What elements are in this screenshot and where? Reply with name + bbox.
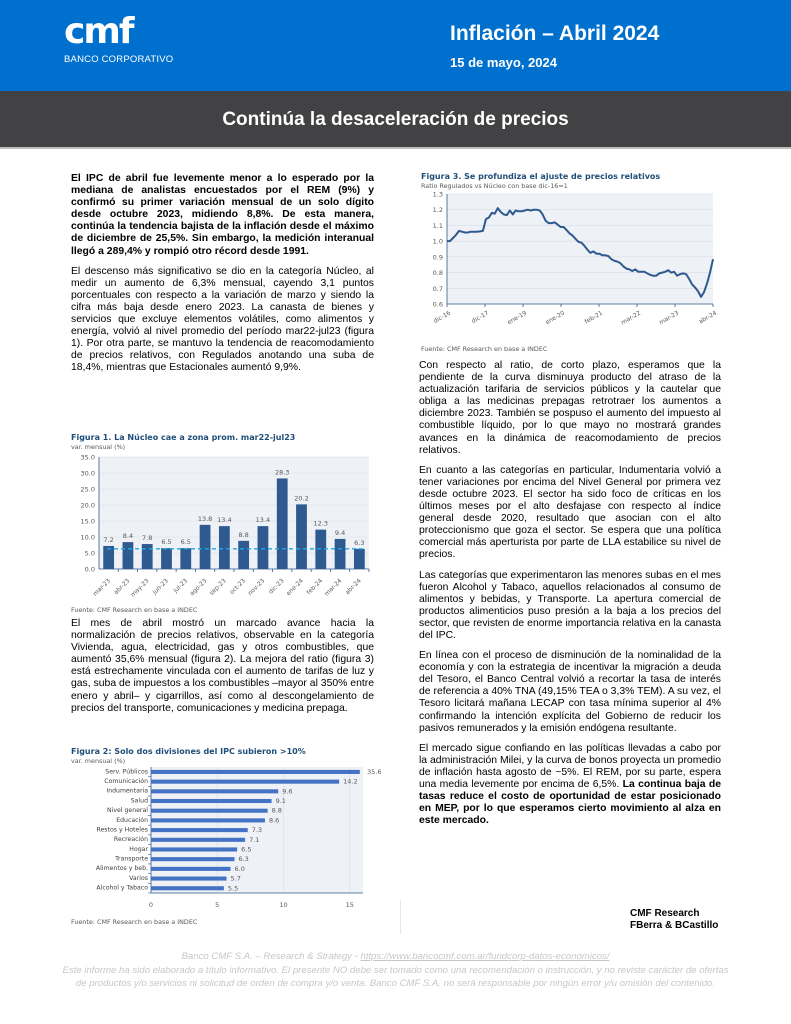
bar — [151, 770, 360, 774]
bar — [151, 780, 339, 784]
right-column — [419, 360, 721, 835]
svg-text:jun-23: jun-23 — [151, 577, 170, 596]
svg-text:6.5: 6.5 — [161, 538, 172, 547]
figure-1-title: Figura 1. La Núcleo cae a zona prom. mar22-jul23 — [71, 433, 296, 442]
svg-text:abr-24: abr-24 — [344, 577, 363, 597]
bar — [354, 549, 365, 569]
svg-text:Comunicación: Comunicación — [104, 777, 148, 785]
bar — [151, 877, 227, 881]
paragraph-normalizacion: El mes de abril mostró un marcado avance hacia la normalización de precios relativos, observable en la categoría Vivienda, agua, electricidad, gas y otros combustibles, que aumentó 35,6% mensual (figura 2). La mejora del ratio (figura 3) está estrechamente vinculada con el aumento de tarifas de luz y gas, suba de impuestos a los combustibles –mayor al 350% entre enero y abril– y cigarrillos, así como al descongelamiento de precios del transporte, comunicaciones y medicina prepaga. — [71, 618, 374, 714]
svg-text:5.7: 5.7 — [230, 874, 241, 883]
paragraph-menores-subas: Las categorías que experimentaron las menores subas en el mes fueron Alcohol y Tabaco, aquellos relacionados al consumo de alimentos y bebidas, y Transporte. La apertura comercial de productos alimenticios puso presión a la baja a los precios del sector, que revisten de enorme importancia relativa en la canasta del IPC. — [419, 569, 721, 641]
svg-text:Alcohol y Tabaco: Alcohol y Tabaco — [96, 884, 148, 892]
svg-text:0.0: 0.0 — [84, 565, 95, 574]
svg-text:13.8: 13.8 — [197, 514, 213, 523]
svg-text:Serv. Públicos: Serv. Públicos — [105, 768, 148, 776]
svg-text:ago-23: ago-23 — [188, 577, 209, 598]
svg-text:0: 0 — [148, 901, 154, 909]
bar — [180, 548, 191, 569]
paragraph-nucleo: El descenso más significativo se dio en la categoría Núcleo, al medir un aumento de 6,3% mensual, cayendo 3,1 puntos porcentuales con respecto a la variación de marzo y siendo la cifra más baja desde enero 2023. La canasta de bienes y servicios que excluye elementos volátiles, como alimentos y energía, volvió al nivel promedio del período mar22-jul23 (figura 1). Por otra parte, se mantuvo la tendencia de reacomodamiento de precios relativos, con Regulados anotando una suba de 18,4%, mientras que Estacionales aumentó 9,9%. — [71, 265, 374, 374]
svg-text:Varios: Varios — [129, 874, 148, 882]
svg-text:15.0: 15.0 — [80, 517, 95, 526]
svg-text:abr-24: abr-24 — [697, 309, 718, 326]
mercado-text: El mercado sigue confiando en las políticas llevadas a cabo por la administración Milei, y la curva de bonos proyecta un promedio de inflación hasta agosto de ~5%. El REM, por su parte, espera una media levemente por encima de 6,5%. — [419, 742, 721, 790]
svg-text:sep-23: sep-23 — [208, 577, 228, 597]
bar — [151, 828, 248, 832]
svg-text:Alimentos y beb.: Alimentos y beb. — [95, 865, 148, 873]
bar — [335, 539, 346, 569]
svg-text:7.2: 7.2 — [103, 535, 114, 544]
figure-2-subtitle: var. mensual (%) — [71, 757, 126, 765]
svg-text:ene-24: ene-24 — [285, 577, 305, 598]
svg-text:8.8: 8.8 — [271, 806, 282, 815]
svg-text:dic-17: dic-17 — [470, 309, 490, 326]
figure-3-source: Fuente: CMF Research en base a INDEC — [421, 345, 548, 353]
svg-text:12.3: 12.3 — [313, 519, 329, 528]
figure-3-subtitle: Ratio Regulados vs Núcleo con base dic-16=1 — [421, 182, 568, 190]
bar — [296, 504, 307, 569]
paragraph-indumentaria: En cuanto a las categorías en particular, Indumentaria volvió a tener variaciones por encima del Nivel General por primera vez desde octubre 2023. El sector ha sido foco de críticas en los últimos meses por el alto desfajase con respecto al índice general desde 2020, resultado que asocian con el alto proteccionismo que goza el sector. Se espera que una política comercial más aperturista por parte de LLA estabilice su nivel de precios. — [419, 464, 721, 561]
footer-disclaimer: Este informe ha sido elaborado a título informativo. El presente NO debe ser tomado como una recomendación o instrucción, y no reviste carácter de ofertas de productos y/o servicios ni solicitud de orden de compra y/o venta. Banco CMF S.A. no será responsable por ningún error y/u omisión del contenido. — [62, 964, 729, 990]
bar — [200, 525, 211, 569]
svg-text:10: 10 — [279, 901, 288, 909]
bar — [151, 799, 272, 803]
bar — [277, 478, 288, 569]
bar — [219, 526, 230, 569]
figure-2-source: Fuente: CMF Research en base a INDEC — [71, 918, 198, 926]
svg-text:dic-23: dic-23 — [267, 577, 286, 596]
bar — [151, 818, 265, 822]
signature-authors: FBerra & BCastillo — [630, 920, 719, 931]
svg-text:0.9: 0.9 — [432, 253, 443, 262]
svg-text:6.0: 6.0 — [234, 864, 245, 873]
svg-text:1.2: 1.2 — [432, 206, 443, 215]
paragraph-tasas: En línea con el proceso de disminución de la nominalidad de la economía y con la estrategia de incentivar la migración a deuda del Tesoro, el Banco Central volvió a recortar la tasa de interés de referencia a 40% TNA (49,15% TEA o 3,3% TEM). A su vez, el Tesoro licitará mañana LECAP con tasa mínima superior al 4% confirmando la intención explícita del Gobierno de reducir los pasivos remunerados y la emisión endógena resultante. — [419, 650, 721, 734]
report-title: Inflación – Abril 2024 — [450, 22, 660, 45]
svg-text:0.7: 0.7 — [432, 284, 443, 293]
svg-text:mar-23: mar-23 — [657, 309, 680, 327]
left-column — [71, 173, 374, 383]
bar — [238, 541, 249, 569]
svg-text:6.5: 6.5 — [180, 538, 191, 547]
svg-text:9.6: 9.6 — [282, 787, 293, 796]
svg-text:ene-20: ene-20 — [544, 309, 566, 327]
svg-text:6.5: 6.5 — [241, 845, 252, 854]
svg-text:0.8: 0.8 — [432, 269, 443, 278]
svg-text:8.6: 8.6 — [268, 816, 280, 825]
bar — [151, 857, 234, 861]
svg-text:5.5: 5.5 — [227, 884, 239, 893]
bar — [142, 544, 153, 569]
figure-2 — [71, 747, 381, 926]
figure-3-chart — [421, 190, 721, 340]
paragraph-ratio: Con respecto al ratio, de corto plazo, esperamos que la pendiente de la curva disminuya producto del atraso de la actualización tarifaria de servicios públicos y la cautelar que obliga a las medicinas prepagas retrotraer los aumentos a diciembre 2023. También se pospuso el aumento del impuesto al combustible líquido, por lo que mayo no mostrará grandes avances en la dinámica de reacomodamiento de precios relativos. — [419, 360, 721, 456]
svg-text:13.4: 13.4 — [255, 516, 271, 525]
mercado-conclusion: La continua baja de tasas reduce el costo de oportunidad de estar posicionado en MEP, por lo que esperamos cierto movimiento al alza en este mercado. — [419, 779, 721, 827]
footer — [60, 950, 731, 991]
logo-mark: cmf — [64, 11, 133, 52]
svg-text:6.3: 6.3 — [238, 855, 249, 864]
left-column-lower — [71, 618, 374, 723]
svg-text:1.3: 1.3 — [432, 190, 443, 199]
svg-text:14.2: 14.2 — [343, 777, 358, 786]
svg-text:8.4: 8.4 — [122, 532, 134, 541]
svg-text:jul-23: jul-23 — [172, 577, 190, 595]
svg-text:Nivel general: Nivel general — [106, 807, 148, 815]
svg-text:6.3: 6.3 — [354, 538, 365, 547]
svg-text:35.6: 35.6 — [367, 767, 381, 776]
svg-text:oct-23: oct-23 — [228, 577, 247, 596]
svg-text:7.3: 7.3 — [251, 826, 263, 835]
column-divider — [400, 900, 401, 934]
logo-subtitle: BANCO CORPORATIVO — [64, 54, 174, 65]
svg-text:0.6: 0.6 — [432, 300, 443, 309]
bar — [151, 867, 231, 871]
svg-text:15: 15 — [345, 901, 354, 909]
svg-text:nov-23: nov-23 — [246, 577, 267, 598]
svg-text:Salud: Salud — [130, 797, 148, 805]
svg-text:mar-22: mar-22 — [619, 309, 642, 327]
svg-text:30.0: 30.0 — [80, 469, 95, 478]
svg-text:Educación: Educación — [116, 816, 148, 824]
figure-2-title: Figura 2: Solo dos divisiones del IPC subieron >10% — [71, 747, 306, 756]
headline: Continúa la desaceleración de precios — [222, 109, 569, 130]
bar — [151, 838, 245, 842]
figure-2-chart — [71, 765, 381, 913]
bar — [151, 847, 237, 851]
bar — [151, 789, 278, 793]
figure-3-title: Figura 3. Se profundiza el ajuste de precios relativos — [421, 172, 661, 181]
svg-text:may-23: may-23 — [129, 577, 151, 599]
lead-paragraph: El IPC de abril fue levemente menor a lo esperado por la mediana de analistas encuestados por el REM (9%) y confirmó su primer variación mensual de un solo dígito desde octubre 2023, midiendo 8,8%. De esta manera, continúa la tendencia bajista de la inflación desde el máximo de diciembre de 25,5%. Sin embargo, la medición interanual llegó a 289,4% y rompió otro récord desde 1991. — [71, 173, 374, 257]
figure-1-subtitle: var. mensual (%) — [71, 443, 126, 451]
svg-text:25.0: 25.0 — [80, 485, 95, 494]
footer-line1 — [60, 950, 731, 964]
figure-1-chart — [71, 451, 376, 601]
footer-link[interactable]: https://www.bancocmf.com.ar/fundcorp-datos-economicos/ — [360, 951, 610, 962]
svg-text:abr-23: abr-23 — [112, 577, 132, 597]
svg-text:9.4: 9.4 — [334, 528, 346, 537]
svg-text:10.0: 10.0 — [80, 533, 95, 542]
svg-text:mar-23: mar-23 — [91, 577, 112, 598]
svg-text:7.1: 7.1 — [249, 835, 260, 844]
bar — [161, 548, 172, 569]
svg-text:1.1: 1.1 — [432, 221, 443, 230]
report-date: 15 de mayo, 2024 — [450, 55, 557, 70]
report-header — [0, 0, 791, 91]
bar — [123, 542, 134, 569]
svg-text:Recreación: Recreación — [113, 836, 148, 844]
figure-3 — [421, 172, 721, 353]
svg-text:9.1: 9.1 — [275, 797, 286, 806]
svg-text:28.3: 28.3 — [274, 468, 290, 477]
svg-text:Restos y Hoteles: Restos y Hoteles — [96, 826, 148, 834]
svg-text:Hogar: Hogar — [129, 845, 148, 853]
footer-prefix: Banco CMF S.A. – Research & Strategy - — [181, 951, 361, 962]
svg-text:Indumentaria: Indumentaria — [106, 787, 148, 795]
signature — [630, 908, 718, 932]
bar — [151, 886, 224, 890]
svg-text:feb-24: feb-24 — [305, 577, 325, 597]
svg-text:20.2: 20.2 — [294, 494, 309, 503]
paragraph-mercado — [419, 743, 721, 828]
svg-text:8.8: 8.8 — [238, 530, 249, 539]
svg-text:20.0: 20.0 — [80, 501, 95, 510]
svg-text:7.8: 7.8 — [142, 534, 153, 543]
headline-banner — [0, 91, 791, 149]
signature-team: CMF Research — [630, 908, 700, 919]
svg-text:dic-16: dic-16 — [432, 309, 452, 326]
svg-text:feb-21: feb-21 — [583, 309, 604, 326]
svg-text:35.0: 35.0 — [80, 453, 95, 462]
bar — [151, 809, 268, 813]
svg-text:mar-24: mar-24 — [323, 577, 344, 598]
svg-text:13.4: 13.4 — [217, 516, 232, 525]
svg-text:Transporte: Transporte — [115, 855, 148, 863]
svg-text:ene-19: ene-19 — [506, 309, 528, 327]
svg-text:5: 5 — [215, 901, 220, 909]
svg-text:1.0: 1.0 — [432, 237, 443, 246]
cmf-logo — [64, 11, 174, 65]
figure-1-source: Fuente: CMF Research en base a INDEC — [71, 606, 198, 614]
svg-text:5.0: 5.0 — [84, 549, 95, 558]
bar — [258, 526, 269, 569]
figure-1 — [71, 433, 376, 614]
